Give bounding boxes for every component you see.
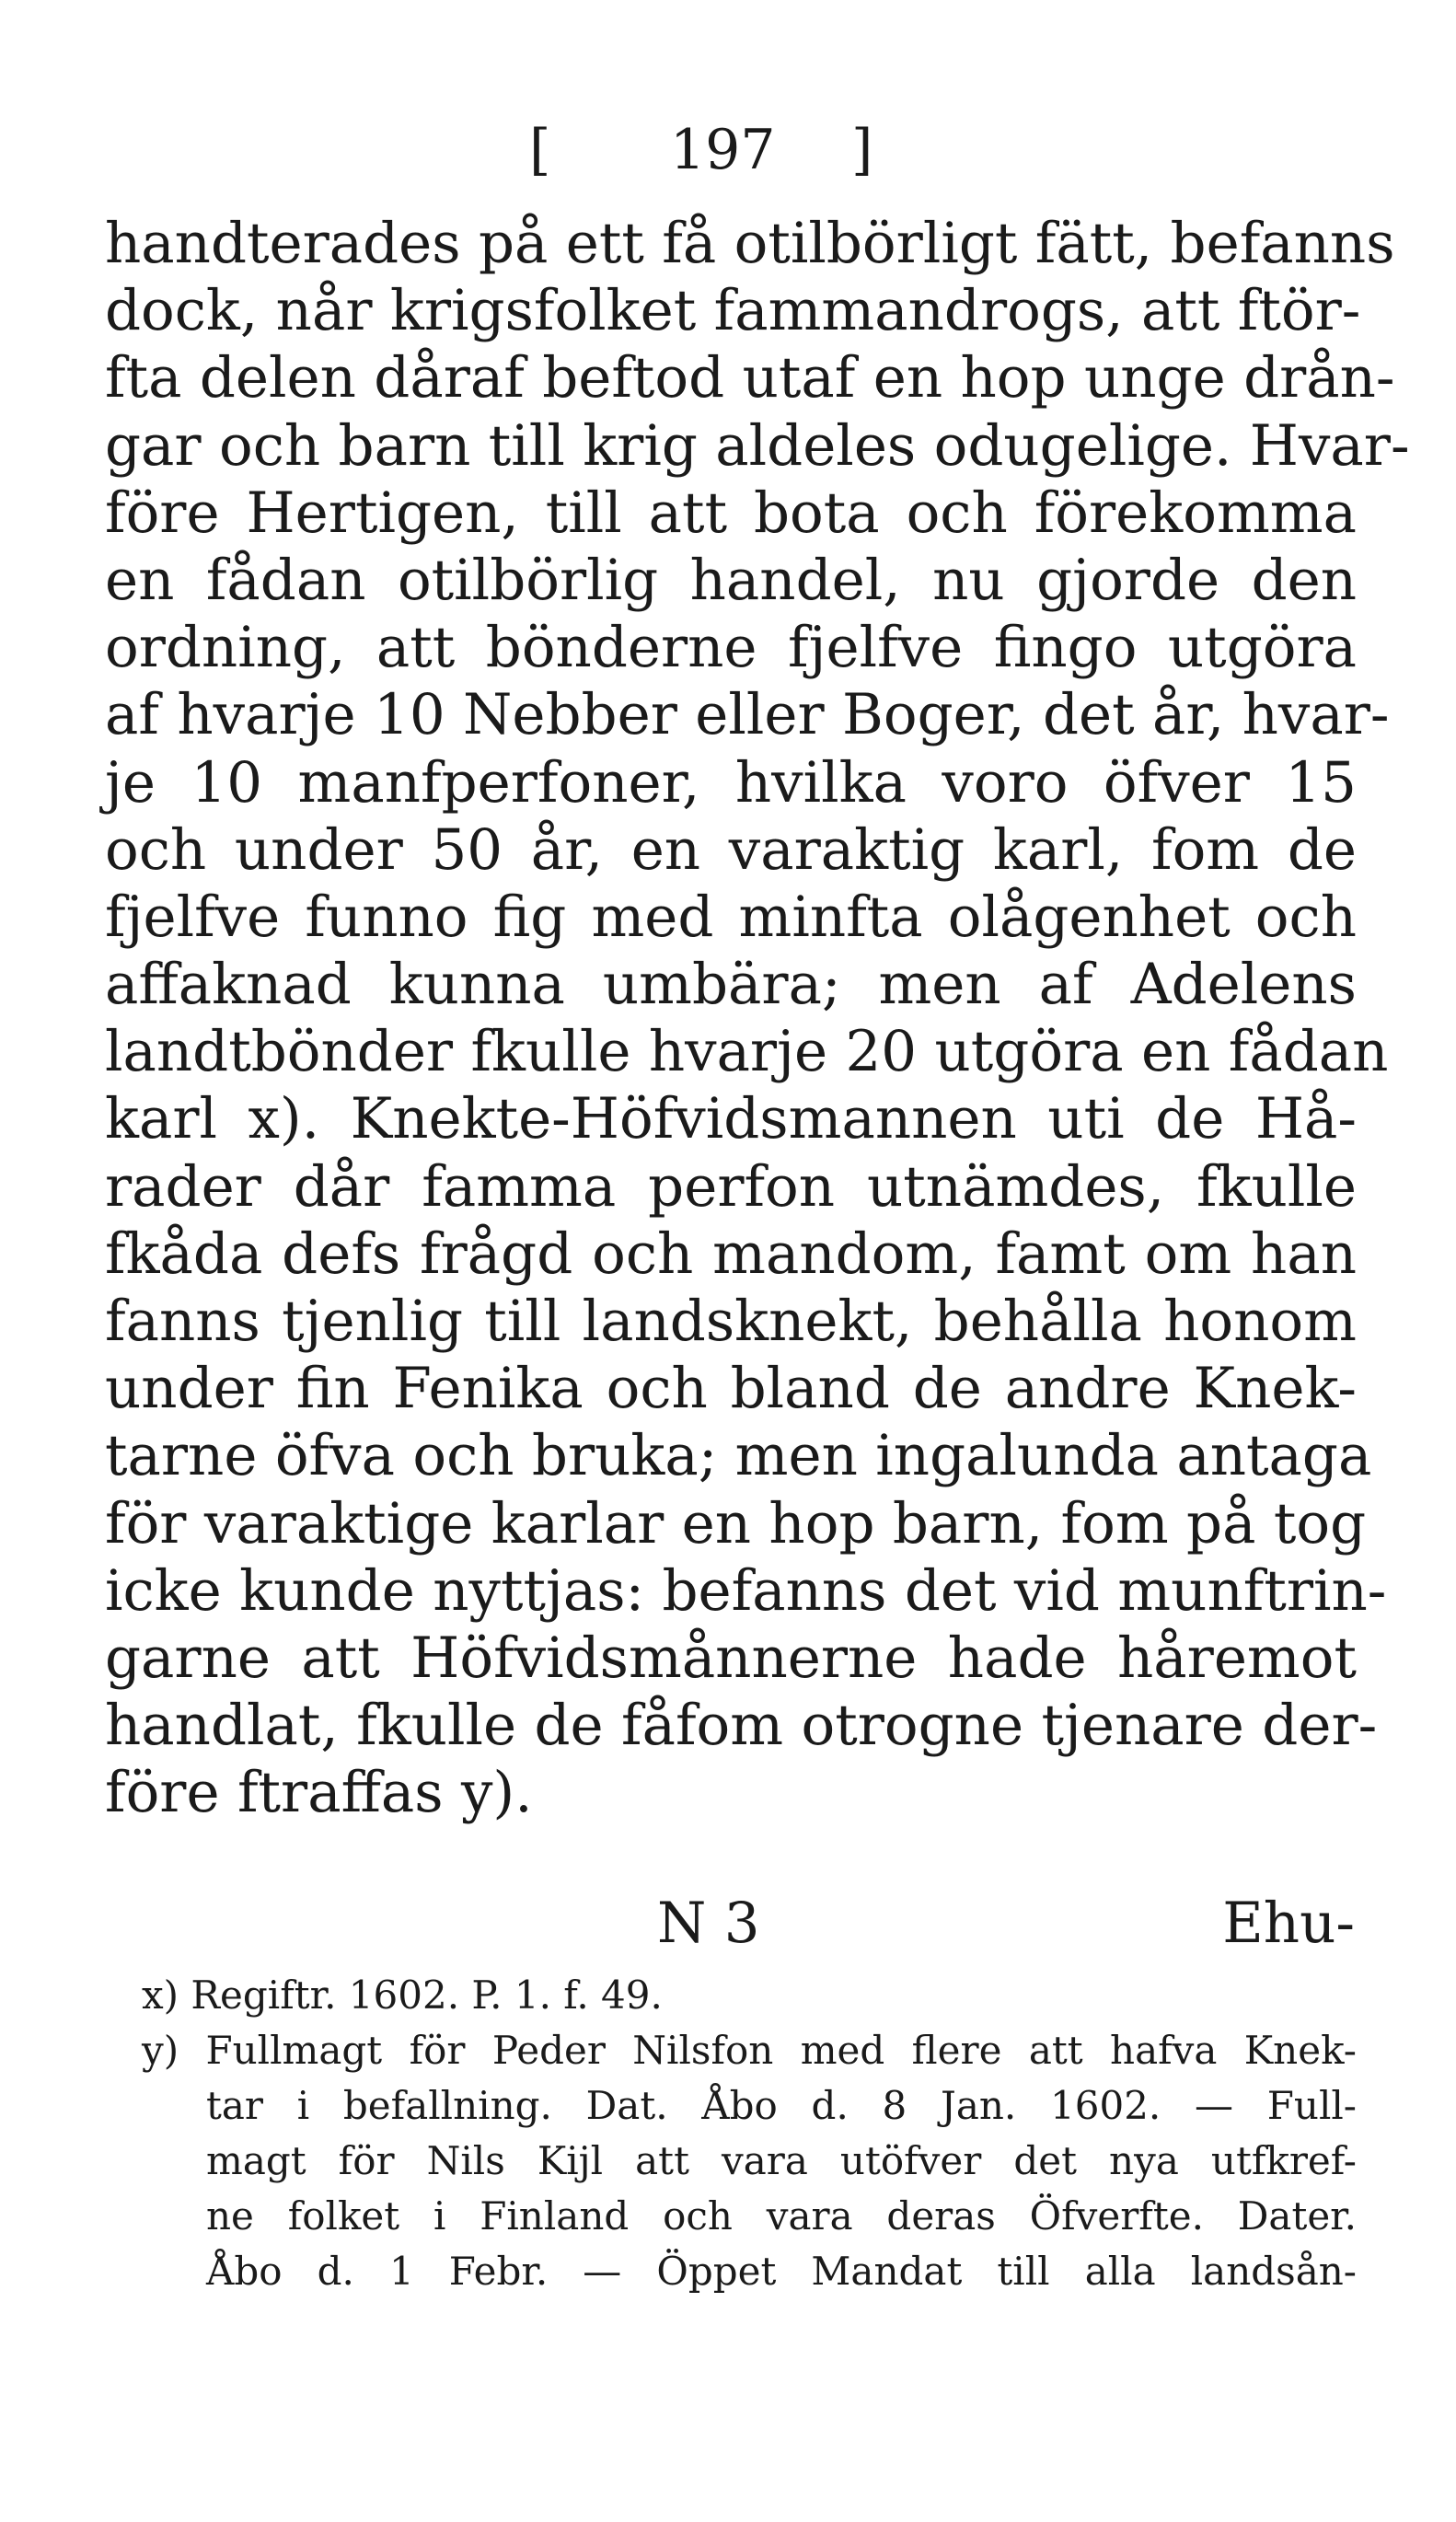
footnote-line: Åbo d. 1 Febr. — Öppet Mandat till alla landsån-	[206, 2249, 1357, 2294]
text-line: af hvarje 10 Nebber eller Boger, det år, hvar-	[105, 682, 1390, 748]
text-line: under fin Fenika och bland de andre Knek-	[105, 1356, 1357, 1422]
bracket-open: [	[529, 118, 551, 182]
text-line: fanns tjenlig till landsknekt, behålla honom	[105, 1289, 1357, 1354]
text-line: fjelfve funno fig med minfta olågenhet och	[105, 884, 1357, 950]
footnotes	[105, 1968, 1357, 2299]
page-number: 197	[670, 118, 776, 182]
text-line: ordning, att bönderne fjelfve fingo utgöra	[105, 615, 1357, 681]
signature-row	[105, 1887, 1357, 1961]
signature-mark: N 3	[657, 1891, 760, 1956]
text-line: je 10 manfperfoner, hvilka voro öfver 15	[105, 749, 1357, 816]
text-line: dock, når krigsfolket fammandrogs, att ftör-	[105, 278, 1361, 344]
text-line: och under 50 år, en varaktig karl, fom de	[105, 816, 1357, 883]
footnote-line: x) Regiftr. 1602. P. 1. f. 49.	[142, 1972, 663, 2018]
text-line: affaknad kunna umbära; men af Adelens	[105, 952, 1357, 1018]
text-line: garne att Höfvidsmånnerne hade håremot	[105, 1625, 1357, 1691]
text-line: landtbönder fkulle hvarje 20 utgöra en fådan	[105, 1019, 1389, 1085]
text-line: en fådan otilbörlig handel, nu gjorde den	[105, 547, 1357, 613]
page-header	[515, 109, 939, 191]
text-line: karl x). Knekte-Höfvidsmannen uti de Hå-	[105, 1086, 1357, 1152]
footnote-line: tar i befallning. Dat. Åbo d. 8 Jan. 1602. — Full-	[206, 2083, 1357, 2128]
text-line: fta delen dåraf beftod utaf en hop unge drån-	[105, 345, 1395, 411]
footnote-line: y) Fullmagt för Peder Nilsfon med flere att hafva Knek-	[142, 2028, 1357, 2073]
catchword: Ehu-	[1222, 1891, 1355, 1956]
text-line: tarne öfva och bruka; men ingalunda antaga	[105, 1423, 1372, 1489]
body-text	[105, 210, 1410, 1827]
text-line: handlat, fkulle de fåfom otrogne tjenare der-	[105, 1693, 1378, 1759]
text-line: icke kunde nyttjas: befanns det vid munftrin-	[105, 1557, 1387, 1624]
text-line: gar och barn till krig aldeles odugelige. Hvar-	[105, 412, 1410, 479]
footnote-line: magt för Nils Kijl att vara utöfver det nya utfkref-	[206, 2138, 1357, 2183]
text-line: före ftraffas y).	[105, 1760, 533, 1826]
text-line: rader dår famma perfon utnämdes, fkulle	[105, 1153, 1357, 1220]
text-line: fkåda defs frågd och mandom, famt om han	[105, 1221, 1357, 1287]
footnote-line: ne folket i Finland och vara deras Öfverfte. Dater.	[206, 2193, 1357, 2239]
bracket-close: ]	[851, 118, 873, 182]
text-line: handterades på ett få otilbörligt fätt, befanns	[105, 211, 1395, 276]
text-line: för varaktige karlar en hop barn, fom på tog	[105, 1490, 1367, 1556]
text-line: före Hertigen, till att bota och förekomma	[105, 480, 1357, 546]
